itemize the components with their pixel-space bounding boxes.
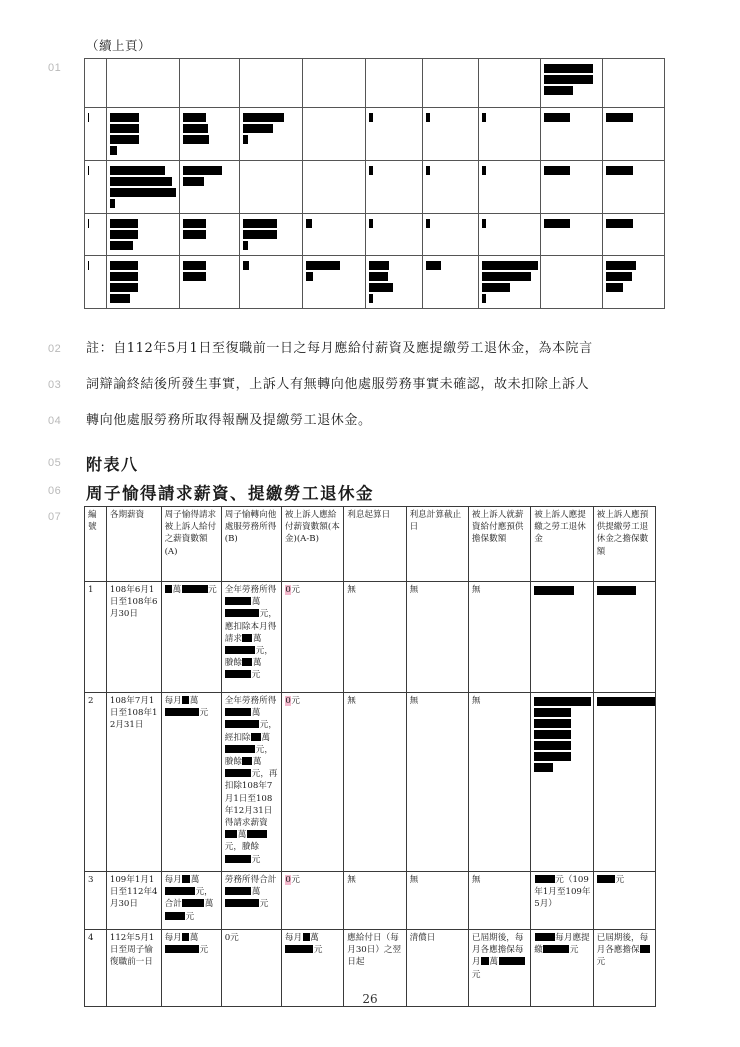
- redaction-bar: [306, 219, 312, 228]
- period-cell: 109年1月1日至112年4月30日: [106, 872, 161, 930]
- line-number-01: 01: [48, 62, 62, 74]
- redaction-bar: [534, 730, 571, 739]
- redaction-bar: [534, 741, 571, 750]
- redacted-cell: [366, 214, 423, 256]
- redacted-cell: [603, 59, 665, 108]
- redaction-bar: [482, 219, 486, 228]
- redacted-cell: [180, 161, 240, 214]
- redaction-bar: [110, 219, 138, 228]
- redaction-block: [242, 757, 252, 765]
- line-number-03: 03: [48, 379, 62, 391]
- redaction-bar: [369, 261, 389, 270]
- redacted-cell: [603, 108, 665, 161]
- redaction-bar: [534, 719, 571, 728]
- redacted-cell: [541, 59, 603, 108]
- redaction-block: [225, 597, 251, 605]
- redacted-cell: [303, 256, 366, 309]
- net-amount: 0元: [281, 693, 343, 872]
- redaction-bar: [88, 166, 89, 175]
- redacted-cell: [423, 108, 479, 161]
- redaction-bar: [243, 230, 277, 239]
- redaction-block: [225, 745, 255, 753]
- redaction-bar: [243, 219, 277, 228]
- redacted-cell: [541, 214, 603, 256]
- redaction-bar: [544, 113, 570, 122]
- redacted-cell: [423, 256, 479, 309]
- redaction-bar: [110, 146, 117, 155]
- column-header: 被上訴人應預供提繳勞工退休金之擔保數額: [593, 507, 655, 582]
- column-header: 周子愉轉向他處服勞務所得(B): [221, 507, 281, 582]
- redaction-block: [182, 875, 190, 883]
- redaction-block: [303, 933, 310, 941]
- redaction-block: [251, 733, 261, 741]
- redaction-block: [182, 585, 208, 593]
- redacted-cell: [107, 108, 180, 161]
- redaction-block: [225, 769, 251, 777]
- redaction-bar: [482, 272, 531, 281]
- redaction-bar: [544, 166, 570, 175]
- redaction-bar: [110, 261, 138, 270]
- claim-amount-a: 每月 萬元，合計 萬元: [161, 872, 221, 930]
- redaction-bar: [243, 124, 273, 133]
- redaction-block: [165, 945, 199, 953]
- redacted-cell: [180, 214, 240, 256]
- column-header: 被上訴人就薪資給付應預供擔保數額: [468, 507, 530, 582]
- redaction-bar: [110, 241, 133, 250]
- redaction-bar: [534, 697, 590, 706]
- page-number: 26: [362, 992, 378, 1006]
- salary-security: 無: [468, 693, 530, 872]
- redaction-bar: [110, 113, 139, 122]
- redaction-bar: [110, 230, 138, 239]
- net-amount: 0元: [281, 872, 343, 930]
- redaction-bar: [243, 113, 284, 122]
- redaction-block: [499, 957, 525, 965]
- redaction-bar: [110, 283, 138, 292]
- line-number-07: 07: [48, 511, 62, 523]
- redaction-block: [247, 830, 267, 838]
- redaction-block: [481, 957, 489, 965]
- claim-amount-a: 每月 萬 元: [161, 930, 221, 1007]
- redacted-table-row: [85, 214, 665, 256]
- redaction-bar: [183, 135, 209, 144]
- interest-end-date: 無: [406, 582, 468, 693]
- redaction-bar: [88, 261, 89, 270]
- redaction-block: [182, 696, 189, 704]
- redaction-block: [165, 912, 185, 920]
- redaction-bar: [183, 113, 206, 122]
- redaction-bar: [369, 294, 373, 303]
- redaction-bar: [482, 113, 486, 122]
- redaction-block: [165, 887, 195, 895]
- redacted-table-row: [85, 161, 665, 214]
- redacted-cell: [85, 59, 107, 108]
- redaction-block: [242, 634, 252, 642]
- redaction-bar: [597, 586, 636, 595]
- redaction-bar: [306, 272, 313, 281]
- pension-security: [593, 582, 655, 693]
- redaction-bar: [110, 199, 115, 208]
- redaction-block: [165, 708, 199, 716]
- redaction-block: [535, 933, 555, 941]
- interest-start-date: 無: [344, 582, 406, 693]
- redaction-bar: [369, 272, 388, 281]
- redacted-cell: [303, 214, 366, 256]
- redaction-bar: [606, 283, 623, 292]
- line-number-02: 02: [48, 343, 62, 355]
- redaction-bar: [110, 124, 139, 133]
- page-title: 周子愉得請求薪資、提繳勞工退休金: [86, 484, 374, 503]
- redacted-cell: [541, 108, 603, 161]
- pension-security: 已屆期後，每月各應擔保元: [593, 930, 655, 1007]
- redaction-bar: [426, 261, 441, 270]
- pension-security: [593, 693, 655, 872]
- footnote-line-1: 註：自112年5月1日至復職前一日之每月應給付薪資及應提繳勞工退休金，為本院言: [86, 341, 593, 356]
- period-cell: 112年5月1日至周子愉復職前一日: [106, 930, 161, 1007]
- redacted-cell: [180, 256, 240, 309]
- redaction-block: [597, 875, 615, 883]
- redacted-cell: [423, 161, 479, 214]
- redaction-bar: [426, 219, 430, 228]
- redaction-bar: [243, 135, 248, 144]
- redaction-bar: [369, 283, 393, 292]
- appendix-label: 附表八: [86, 455, 139, 474]
- row-number: 1: [85, 582, 107, 693]
- continued-redacted-table: [84, 58, 665, 309]
- redacted-cell: [423, 214, 479, 256]
- redacted-cell: [85, 161, 107, 214]
- table-row: [85, 693, 656, 872]
- table-row: [85, 582, 656, 693]
- redaction-bar: [544, 86, 573, 95]
- redaction-bar: [534, 763, 553, 772]
- redacted-cell: [107, 256, 180, 309]
- column-header: 各期薪資: [106, 507, 161, 582]
- column-header: 利息計算截止日: [406, 507, 468, 582]
- net-amount-highlight: 0: [285, 696, 291, 706]
- redaction-bar: [482, 294, 486, 303]
- column-header: 被上訴人應提繳之勞工退休金: [531, 507, 593, 582]
- redaction-bar: [597, 697, 656, 706]
- redaction-block: [225, 887, 251, 895]
- redaction-block: [285, 945, 313, 953]
- line-number-04: 04: [48, 415, 62, 427]
- interest-end-date: 無: [406, 693, 468, 872]
- redaction-bar: [88, 113, 89, 122]
- redacted-cell: [107, 59, 180, 108]
- claim-amount-a: 萬 元: [161, 582, 221, 693]
- redaction-bar: [110, 294, 130, 303]
- redaction-block: [182, 899, 204, 907]
- column-header: 編號: [85, 507, 107, 582]
- net-amount-highlight: 0: [285, 585, 291, 595]
- salary-security: 無: [468, 582, 530, 693]
- redacted-cell: [479, 108, 541, 161]
- row-number: 2: [85, 693, 107, 872]
- redaction-bar: [369, 166, 373, 175]
- interest-start-date: 無: [344, 693, 406, 872]
- redaction-bar: [534, 752, 571, 761]
- redaction-block: [225, 830, 237, 838]
- claim-table-header-row: [85, 507, 656, 582]
- redaction-bar: [306, 261, 340, 270]
- net-amount-highlight: 0: [285, 875, 291, 885]
- redaction-bar: [243, 241, 248, 250]
- redaction-block: [543, 945, 569, 953]
- line-number-06: 06: [48, 485, 62, 497]
- redacted-cell: [240, 108, 303, 161]
- redaction-bar: [110, 188, 176, 197]
- redaction-block: [242, 658, 252, 666]
- pension-amount: [531, 582, 593, 693]
- redaction-bar: [534, 708, 571, 717]
- net-amount: 每月 萬元: [281, 930, 343, 1007]
- redacted-cell: [603, 161, 665, 214]
- redaction-bar: [482, 261, 538, 270]
- redaction-bar: [544, 64, 593, 73]
- continued-marker: （續上頁）: [86, 38, 152, 53]
- redacted-cell: [479, 214, 541, 256]
- redaction-block: [225, 855, 251, 863]
- redacted-cell: [303, 59, 366, 108]
- redaction-bar: [110, 135, 139, 144]
- redacted-cell: [479, 59, 541, 108]
- interest-end-date: 無: [406, 872, 468, 930]
- redacted-cell: [603, 256, 665, 309]
- redaction-block: [640, 945, 650, 953]
- redacted-cell: [303, 161, 366, 214]
- redacted-cell: [303, 108, 366, 161]
- redacted-cell: [180, 59, 240, 108]
- redaction-bar: [88, 219, 89, 228]
- redaction-bar: [369, 113, 373, 122]
- redaction-bar: [482, 166, 486, 175]
- period-cell: 108年6月1日至108年6月30日: [106, 582, 161, 693]
- redacted-cell: [366, 161, 423, 214]
- redacted-cell: [240, 59, 303, 108]
- redaction-bar: [544, 75, 593, 84]
- redacted-cell: [85, 256, 107, 309]
- column-header: 周子愉得請求被上訴人給付之薪資數額(A): [161, 507, 221, 582]
- redacted-cell: [479, 161, 541, 214]
- other-income-b: 0元: [221, 930, 281, 1007]
- redaction-bar: [110, 177, 172, 186]
- redacted-cell: [107, 214, 180, 256]
- redaction-block: [535, 875, 555, 883]
- interest-end-date: 清償日: [406, 930, 468, 1007]
- redaction-bar: [183, 166, 222, 175]
- redacted-table-row: [85, 256, 665, 309]
- other-income-b: 全年勞務所得萬元，經扣除 萬元，賸餘 萬元，再扣除108年7月1日至108年12月31日得請求薪資萬元，賸餘元: [221, 693, 281, 872]
- redaction-bar: [534, 586, 573, 595]
- redaction-bar: [544, 219, 570, 228]
- pension-amount: 元（109年1月至109年5月）: [531, 872, 593, 930]
- redaction-bar: [183, 177, 204, 186]
- claim-table: [84, 506, 656, 1007]
- redacted-cell: [479, 256, 541, 309]
- redaction-block: [182, 933, 189, 941]
- redacted-cell: [240, 214, 303, 256]
- column-header: 被上訴人應給付薪資數額(本金)(A-B): [281, 507, 343, 582]
- redacted-cell: [107, 161, 180, 214]
- redacted-cell: [541, 256, 603, 309]
- redaction-bar: [183, 124, 208, 133]
- line-number-05: 05: [48, 457, 62, 469]
- redaction-bar: [369, 219, 373, 228]
- redaction-bar: [183, 219, 206, 228]
- salary-security: 已屆期後，每月各應擔保每月 萬元: [468, 930, 530, 1007]
- period-cell: 108年7月1日至108年12月31日: [106, 693, 161, 872]
- redaction-block: [225, 708, 251, 716]
- redaction-bar: [426, 113, 430, 122]
- redacted-cell: [603, 214, 665, 256]
- pension-amount: [531, 693, 593, 872]
- redaction-bar: [606, 219, 633, 228]
- claim-amount-a: 每月 萬 元: [161, 693, 221, 872]
- redaction-block: [165, 585, 172, 593]
- table-row: [85, 872, 656, 930]
- redacted-cell: [85, 214, 107, 256]
- interest-start-date: 應給付日（每月30日）之翌日起: [344, 930, 406, 1007]
- redaction-bar: [606, 272, 632, 281]
- redaction-bar: [183, 230, 206, 239]
- redacted-table-row: [85, 108, 665, 161]
- redaction-bar: [243, 261, 249, 270]
- redacted-cell: [240, 161, 303, 214]
- redacted-table-row: [85, 59, 665, 108]
- net-amount: 0元: [281, 582, 343, 693]
- redaction-bar: [183, 272, 206, 281]
- redacted-cell: [541, 161, 603, 214]
- column-header: 利息起算日: [344, 507, 406, 582]
- redaction-bar: [606, 261, 636, 270]
- redacted-cell: [366, 108, 423, 161]
- pension-security: 元: [593, 872, 655, 930]
- redaction-bar: [426, 166, 430, 175]
- redaction-bar: [606, 166, 633, 175]
- pension-amount: 每月應提繳 元: [531, 930, 593, 1007]
- redaction-bar: [183, 261, 206, 270]
- redaction-bar: [110, 272, 138, 281]
- redacted-cell: [423, 59, 479, 108]
- other-income-b: 全年勞務所得萬元，應扣除本月得請求 萬元，賸餘 萬元: [221, 582, 281, 693]
- redaction-bar: [110, 166, 165, 175]
- other-income-b: 勞務所得合計萬元: [221, 872, 281, 930]
- redacted-cell: [85, 108, 107, 161]
- redacted-cell: [180, 108, 240, 161]
- row-number: 4: [85, 930, 107, 1007]
- redacted-cell: [366, 256, 423, 309]
- footnote-line-2: 詞辯論終結後所發生事實，上訴人有無轉向他處服勞務事實未確認，故未扣除上訴人: [86, 377, 590, 392]
- redaction-block: [225, 720, 259, 728]
- redacted-cell: [240, 256, 303, 309]
- footnote-line-3: 轉向他處服勞務所取得報酬及提繳勞工退休金。: [86, 413, 372, 428]
- redaction-block: [225, 609, 259, 617]
- redacted-cell: [366, 59, 423, 108]
- row-number: 3: [85, 872, 107, 930]
- salary-security: 無: [468, 872, 530, 930]
- interest-start-date: 無: [344, 872, 406, 930]
- redaction-block: [225, 899, 259, 907]
- redaction-block: [225, 670, 251, 678]
- redaction-bar: [606, 113, 633, 122]
- redaction-bar: [482, 283, 510, 292]
- redaction-block: [225, 646, 255, 654]
